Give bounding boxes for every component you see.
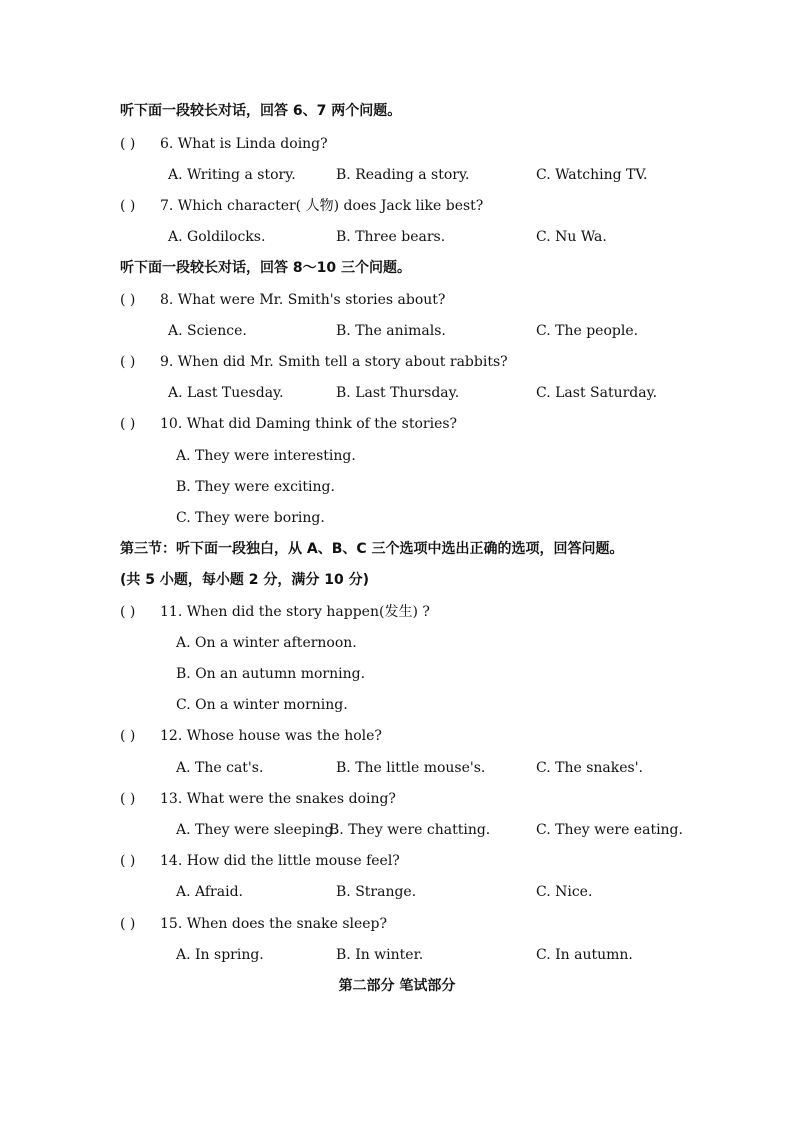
answer-blank: ( ) xyxy=(120,853,136,869)
q7-option-a: A. Goldilocks. xyxy=(168,229,266,245)
q15-option-c: C. In autumn. xyxy=(536,947,633,963)
q11-option-a: A. On a winter afternoon. xyxy=(176,635,357,651)
question-11 xyxy=(120,603,430,621)
answer-blank: ( ) xyxy=(120,198,136,214)
question-15-text: 15. When does the snake sleep? xyxy=(160,916,388,932)
question-12 xyxy=(120,727,382,745)
answer-blank: ( ) xyxy=(120,292,136,308)
question-13 xyxy=(120,790,396,808)
q8-option-b: B. The animals. xyxy=(336,323,446,339)
section-heading-6-7: 听下面一段较长对话，回答 6、7 两个问题。 xyxy=(120,103,402,119)
section-heading-8-10: 听下面一段较长对话，回答 8～10 三个问题。 xyxy=(120,260,411,276)
question-10 xyxy=(120,415,457,433)
q10-option-c: C. They were boring. xyxy=(176,510,325,526)
question-9 xyxy=(120,353,508,371)
question-14 xyxy=(120,852,400,870)
q11-option-c: C. On a winter morning. xyxy=(176,697,348,713)
answer-blank: ( ) xyxy=(120,916,136,932)
section-3-scoring: (共 5 小题，每小题 2 分，满分 10 分) xyxy=(120,572,370,588)
q9-option-a: A. Last Tuesday. xyxy=(168,385,284,401)
question-14-text: 14. How did the little mouse feel? xyxy=(160,853,400,869)
q9-option-b: B. Last Thursday. xyxy=(336,385,460,401)
q14-option-a: A. Afraid. xyxy=(176,884,243,900)
answer-blank: ( ) xyxy=(120,416,136,432)
q11-option-b: B. On an autumn morning. xyxy=(176,666,366,682)
q13-option-a: A. They were sleeping. xyxy=(176,822,338,838)
q12-option-c: C. The snakes'. xyxy=(536,760,644,776)
q10-option-a: A. They were interesting. xyxy=(176,448,356,464)
question-13-text: 13. What were the snakes doing? xyxy=(160,791,396,807)
part-2-title: 第二部分 笔试部分 xyxy=(338,978,456,994)
question-6-text: 6. What is Linda doing? xyxy=(160,136,328,152)
answer-blank: ( ) xyxy=(120,791,136,807)
question-8 xyxy=(120,291,445,309)
q15-option-b: B. In winter. xyxy=(336,947,424,963)
answer-blank: ( ) xyxy=(120,354,136,370)
q9-option-c: C. Last Saturday. xyxy=(536,385,658,401)
section-3-heading: 第三节：听下面一段独白，从 A、B、C 三个选项中选出正确的选项，回答问题。 xyxy=(120,541,624,557)
q7-option-b: B. Three bears. xyxy=(336,229,446,245)
question-6 xyxy=(120,135,328,153)
question-7-text: 7. Which character( 人物) does Jack like best? xyxy=(160,198,484,214)
q13-option-c: C. They were eating. xyxy=(536,822,683,838)
q13-option-b: B. They were chatting. xyxy=(329,822,491,838)
q7-option-c: C. Nu Wa. xyxy=(536,229,607,245)
question-7 xyxy=(120,197,483,215)
question-15 xyxy=(120,915,387,933)
answer-blank: ( ) xyxy=(120,136,136,152)
q14-option-b: B. Strange. xyxy=(336,884,417,900)
q14-option-c: C. Nice. xyxy=(536,884,593,900)
q12-option-a: A. The cat's. xyxy=(176,760,264,776)
question-9-text: 9. When did Mr. Smith tell a story about rabbits? xyxy=(160,354,508,370)
q6-option-c: C. Watching TV. xyxy=(536,167,648,183)
q12-option-b: B. The little mouse's. xyxy=(336,760,486,776)
q10-option-b: B. They were exciting. xyxy=(176,479,335,495)
q8-option-c: C. The people. xyxy=(536,323,639,339)
q6-option-a: A. Writing a story. xyxy=(168,167,296,183)
answer-blank: ( ) xyxy=(120,604,136,620)
q6-option-b: B. Reading a story. xyxy=(336,167,470,183)
question-8-text: 8. What were Mr. Smith's stories about? xyxy=(160,292,446,308)
question-10-text: 10. What did Daming think of the stories? xyxy=(160,416,458,432)
q8-option-a: A. Science. xyxy=(168,323,247,339)
question-11-text: 11. When did the story happen(发生) ? xyxy=(160,604,430,620)
answer-blank: ( ) xyxy=(120,728,136,744)
q15-option-a: A. In spring. xyxy=(176,947,264,963)
question-12-text: 12. Whose house was the hole? xyxy=(160,728,382,744)
